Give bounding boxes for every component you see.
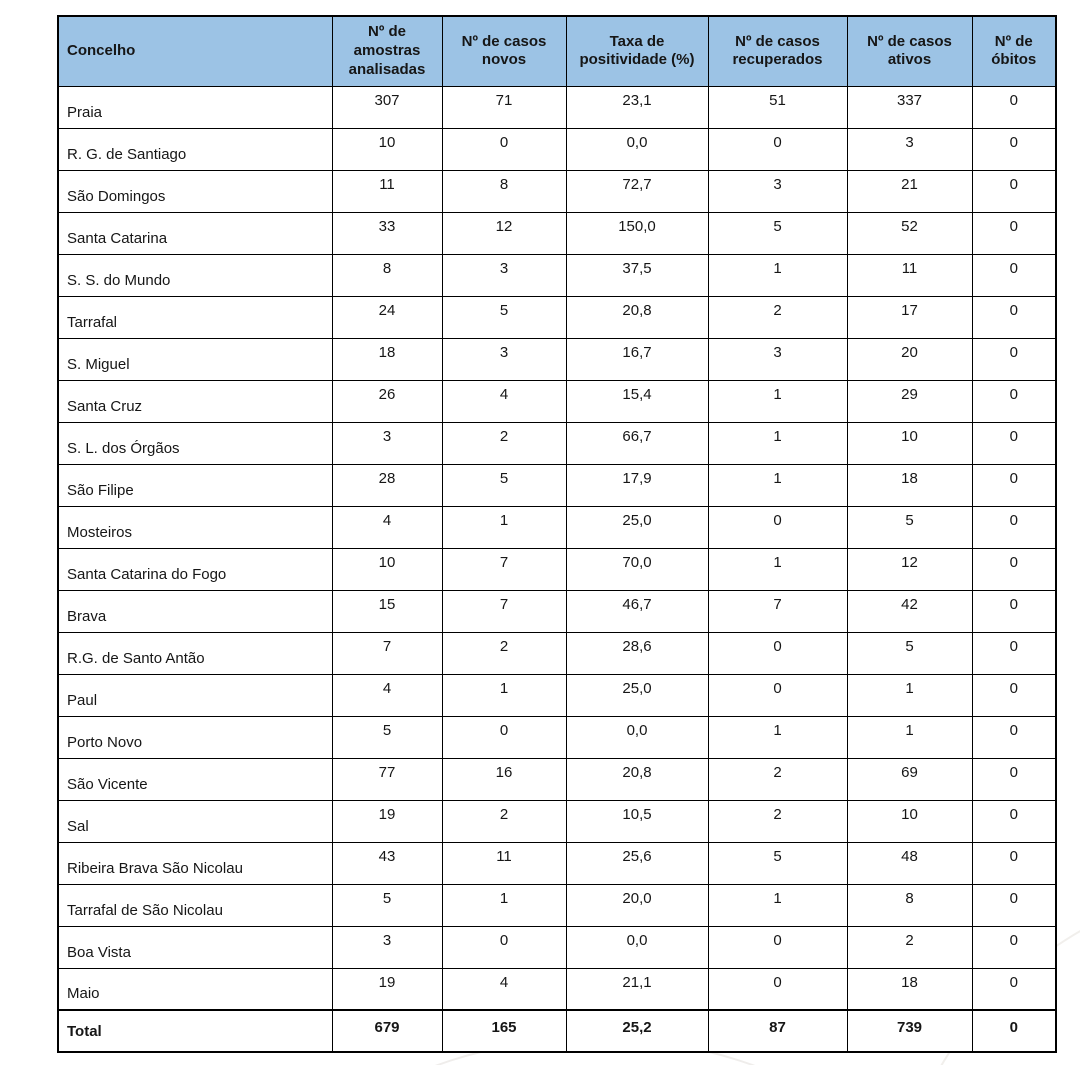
table-row: [58, 590, 1056, 632]
casos-novos-value-cell: 0: [442, 128, 566, 170]
total-ativos-value: 739: [847, 1010, 972, 1052]
table-row: [58, 296, 1056, 338]
recuperados-value-cell: 5: [708, 212, 847, 254]
casos-novos-value-cell: 8: [442, 170, 566, 212]
concelho-name-cell: Tarrafal de São Nicolau: [58, 884, 332, 926]
ativos-value-cell: 48: [847, 842, 972, 884]
casos-novos-value-cell: 1: [442, 674, 566, 716]
taxa-value-cell: 0,0: [566, 128, 708, 170]
taxa-value-cell: 66,7: [566, 422, 708, 464]
recuperados-value-cell: 0: [708, 968, 847, 1010]
column-header-casos-ativos: Nº de casos ativos: [847, 16, 972, 86]
header-row: [58, 16, 1056, 86]
taxa-value-cell: 16,7: [566, 338, 708, 380]
obitos-value-cell: 0: [972, 842, 1056, 884]
amostras-value-cell: 24: [332, 296, 442, 338]
ativos-value-cell: 3: [847, 128, 972, 170]
concelho-name-cell: Boa Vista: [58, 926, 332, 968]
casos-novos-value-cell: 5: [442, 464, 566, 506]
recuperados-value-cell: 5: [708, 842, 847, 884]
table-row: [58, 506, 1056, 548]
table-row: [58, 422, 1056, 464]
concelho-name-cell: São Filipe: [58, 464, 332, 506]
recuperados-value-cell: 2: [708, 800, 847, 842]
table-row: [58, 758, 1056, 800]
amostras-value-cell: 3: [332, 422, 442, 464]
obitos-value-cell: 0: [972, 170, 1056, 212]
ativos-value-cell: 18: [847, 968, 972, 1010]
amostras-value-cell: 28: [332, 464, 442, 506]
casos-novos-value-cell: 7: [442, 548, 566, 590]
ativos-value-cell: 337: [847, 86, 972, 128]
taxa-value-cell: 20,8: [566, 758, 708, 800]
table-row: [58, 632, 1056, 674]
obitos-value-cell: 0: [972, 296, 1056, 338]
concelho-name-cell: São Domingos: [58, 170, 332, 212]
table-row: [58, 212, 1056, 254]
casos-novos-value-cell: 11: [442, 842, 566, 884]
concelho-name-cell: Porto Novo: [58, 716, 332, 758]
casos-novos-value-cell: 16: [442, 758, 566, 800]
casos-novos-value-cell: 1: [442, 506, 566, 548]
casos-novos-value-cell: 0: [442, 716, 566, 758]
taxa-value-cell: 20,8: [566, 296, 708, 338]
table-row: [58, 86, 1056, 128]
obitos-value-cell: 0: [972, 506, 1056, 548]
concelho-name-cell: Santa Catarina: [58, 212, 332, 254]
casos-novos-value-cell: 4: [442, 380, 566, 422]
total-casos-novos-value: 165: [442, 1010, 566, 1052]
taxa-value-cell: 15,4: [566, 380, 708, 422]
concelho-name-cell: Tarrafal: [58, 296, 332, 338]
ativos-value-cell: 21: [847, 170, 972, 212]
total-label: Total: [58, 1010, 332, 1052]
recuperados-value-cell: 3: [708, 338, 847, 380]
table-row: [58, 674, 1056, 716]
total-recuperados-value: 87: [708, 1010, 847, 1052]
recuperados-value-cell: 1: [708, 254, 847, 296]
table-row: [58, 380, 1056, 422]
amostras-value-cell: 19: [332, 968, 442, 1010]
casos-novos-value-cell: 0: [442, 926, 566, 968]
amostras-value-cell: 15: [332, 590, 442, 632]
concelho-name-cell: Ribeira Brava São Nicolau: [58, 842, 332, 884]
recuperados-value-cell: 1: [708, 716, 847, 758]
obitos-value-cell: 0: [972, 674, 1056, 716]
obitos-value-cell: 0: [972, 590, 1056, 632]
amostras-value-cell: 19: [332, 800, 442, 842]
ativos-value-cell: 20: [847, 338, 972, 380]
concelho-name-cell: Praia: [58, 86, 332, 128]
obitos-value-cell: 0: [972, 464, 1056, 506]
concelho-name-cell: Santa Cruz: [58, 380, 332, 422]
ativos-value-cell: 5: [847, 632, 972, 674]
ativos-value-cell: 17: [847, 296, 972, 338]
amostras-value-cell: 43: [332, 842, 442, 884]
amostras-value-cell: 10: [332, 128, 442, 170]
concelho-name-cell: S. L. dos Órgãos: [58, 422, 332, 464]
taxa-value-cell: 150,0: [566, 212, 708, 254]
ativos-value-cell: 1: [847, 674, 972, 716]
obitos-value-cell: 0: [972, 548, 1056, 590]
concelho-name-cell: Mosteiros: [58, 506, 332, 548]
obitos-value-cell: 0: [972, 800, 1056, 842]
taxa-value-cell: 70,0: [566, 548, 708, 590]
ativos-value-cell: 2: [847, 926, 972, 968]
column-header-casos-novos: Nº de casos novos: [442, 16, 566, 86]
ativos-value-cell: 1: [847, 716, 972, 758]
ativos-value-cell: 5: [847, 506, 972, 548]
recuperados-value-cell: 2: [708, 758, 847, 800]
taxa-value-cell: 21,1: [566, 968, 708, 1010]
taxa-value-cell: 20,0: [566, 884, 708, 926]
recuperados-value-cell: 0: [708, 926, 847, 968]
taxa-value-cell: 0,0: [566, 926, 708, 968]
table-footer: [58, 1010, 1056, 1052]
total-obitos-value: 0: [972, 1010, 1056, 1052]
obitos-value-cell: 0: [972, 632, 1056, 674]
ativos-value-cell: 10: [847, 422, 972, 464]
taxa-value-cell: 17,9: [566, 464, 708, 506]
casos-novos-value-cell: 7: [442, 590, 566, 632]
concelho-name-cell: R. G. de Santiago: [58, 128, 332, 170]
casos-novos-value-cell: 12: [442, 212, 566, 254]
taxa-value-cell: 28,6: [566, 632, 708, 674]
ativos-value-cell: 11: [847, 254, 972, 296]
concelho-name-cell: Santa Catarina do Fogo: [58, 548, 332, 590]
table-row: [58, 128, 1056, 170]
amostras-value-cell: 3: [332, 926, 442, 968]
amostras-value-cell: 4: [332, 506, 442, 548]
recuperados-value-cell: 0: [708, 674, 847, 716]
obitos-value-cell: 0: [972, 968, 1056, 1010]
table-row: [58, 170, 1056, 212]
table-row: [58, 548, 1056, 590]
table-row: [58, 464, 1056, 506]
taxa-value-cell: 23,1: [566, 86, 708, 128]
total-amostras-value: 679: [332, 1010, 442, 1052]
obitos-value-cell: 0: [972, 338, 1056, 380]
table-row: [58, 884, 1056, 926]
recuperados-value-cell: 2: [708, 296, 847, 338]
recuperados-value-cell: 1: [708, 548, 847, 590]
amostras-value-cell: 26: [332, 380, 442, 422]
concelho-name-cell: Brava: [58, 590, 332, 632]
ativos-value-cell: 12: [847, 548, 972, 590]
concelho-name-cell: Maio: [58, 968, 332, 1010]
column-header-casos-recuperados: Nº de casos recuperados: [708, 16, 847, 86]
amostras-value-cell: 77: [332, 758, 442, 800]
column-header-obitos: Nº de óbitos: [972, 16, 1056, 86]
casos-novos-value-cell: 3: [442, 254, 566, 296]
ativos-value-cell: 29: [847, 380, 972, 422]
recuperados-value-cell: 1: [708, 464, 847, 506]
amostras-value-cell: 5: [332, 716, 442, 758]
taxa-value-cell: 37,5: [566, 254, 708, 296]
table-row: [58, 716, 1056, 758]
casos-novos-value-cell: 2: [442, 422, 566, 464]
recuperados-value-cell: 3: [708, 170, 847, 212]
ativos-value-cell: 8: [847, 884, 972, 926]
obitos-value-cell: 0: [972, 884, 1056, 926]
column-header-concelho: Concelho: [58, 16, 332, 86]
table-row: [58, 338, 1056, 380]
obitos-value-cell: 0: [972, 254, 1056, 296]
obitos-value-cell: 0: [972, 716, 1056, 758]
concelho-name-cell: S. S. do Mundo: [58, 254, 332, 296]
concelho-name-cell: R.G. de Santo Antão: [58, 632, 332, 674]
table-row: [58, 968, 1056, 1010]
amostras-value-cell: 33: [332, 212, 442, 254]
column-header-amostras-analisadas: Nº de amostras analisadas: [332, 16, 442, 86]
taxa-value-cell: 25,0: [566, 674, 708, 716]
recuperados-value-cell: 0: [708, 632, 847, 674]
obitos-value-cell: 0: [972, 212, 1056, 254]
table-row: [58, 254, 1056, 296]
recuperados-value-cell: 51: [708, 86, 847, 128]
casos-novos-value-cell: 2: [442, 632, 566, 674]
taxa-value-cell: 10,5: [566, 800, 708, 842]
recuperados-value-cell: 1: [708, 884, 847, 926]
taxa-value-cell: 72,7: [566, 170, 708, 212]
amostras-value-cell: 4: [332, 674, 442, 716]
ativos-value-cell: 52: [847, 212, 972, 254]
casos-novos-value-cell: 2: [442, 800, 566, 842]
table-row: [58, 926, 1056, 968]
amostras-value-cell: 307: [332, 86, 442, 128]
ativos-value-cell: 42: [847, 590, 972, 632]
concelho-name-cell: Paul: [58, 674, 332, 716]
total-row: [58, 1010, 1056, 1052]
amostras-value-cell: 18: [332, 338, 442, 380]
recuperados-value-cell: 1: [708, 422, 847, 464]
concelho-name-cell: S. Miguel: [58, 338, 332, 380]
table-row: [58, 800, 1056, 842]
obitos-value-cell: 0: [972, 422, 1056, 464]
casos-novos-value-cell: 3: [442, 338, 566, 380]
ativos-value-cell: 10: [847, 800, 972, 842]
casos-novos-value-cell: 71: [442, 86, 566, 128]
recuperados-value-cell: 0: [708, 506, 847, 548]
column-header-taxa-positividade: Taxa de positividade (%): [566, 16, 708, 86]
ativos-value-cell: 69: [847, 758, 972, 800]
obitos-value-cell: 0: [972, 380, 1056, 422]
table-row: [58, 842, 1056, 884]
obitos-value-cell: 0: [972, 926, 1056, 968]
taxa-value-cell: 25,6: [566, 842, 708, 884]
taxa-value-cell: 46,7: [566, 590, 708, 632]
amostras-value-cell: 10: [332, 548, 442, 590]
table-body: [58, 86, 1056, 1010]
concelho-name-cell: Sal: [58, 800, 332, 842]
recuperados-value-cell: 7: [708, 590, 847, 632]
concelho-covid-table: [57, 15, 1057, 1053]
casos-novos-value-cell: 5: [442, 296, 566, 338]
obitos-value-cell: 0: [972, 86, 1056, 128]
taxa-value-cell: 25,0: [566, 506, 708, 548]
obitos-value-cell: 0: [972, 128, 1056, 170]
recuperados-value-cell: 0: [708, 128, 847, 170]
ativos-value-cell: 18: [847, 464, 972, 506]
casos-novos-value-cell: 4: [442, 968, 566, 1010]
recuperados-value-cell: 1: [708, 380, 847, 422]
total-taxa-value: 25,2: [566, 1010, 708, 1052]
table-header: [58, 16, 1056, 86]
amostras-value-cell: 8: [332, 254, 442, 296]
amostras-value-cell: 5: [332, 884, 442, 926]
amostras-value-cell: 11: [332, 170, 442, 212]
amostras-value-cell: 7: [332, 632, 442, 674]
obitos-value-cell: 0: [972, 758, 1056, 800]
taxa-value-cell: 0,0: [566, 716, 708, 758]
concelho-name-cell: São Vicente: [58, 758, 332, 800]
casos-novos-value-cell: 1: [442, 884, 566, 926]
